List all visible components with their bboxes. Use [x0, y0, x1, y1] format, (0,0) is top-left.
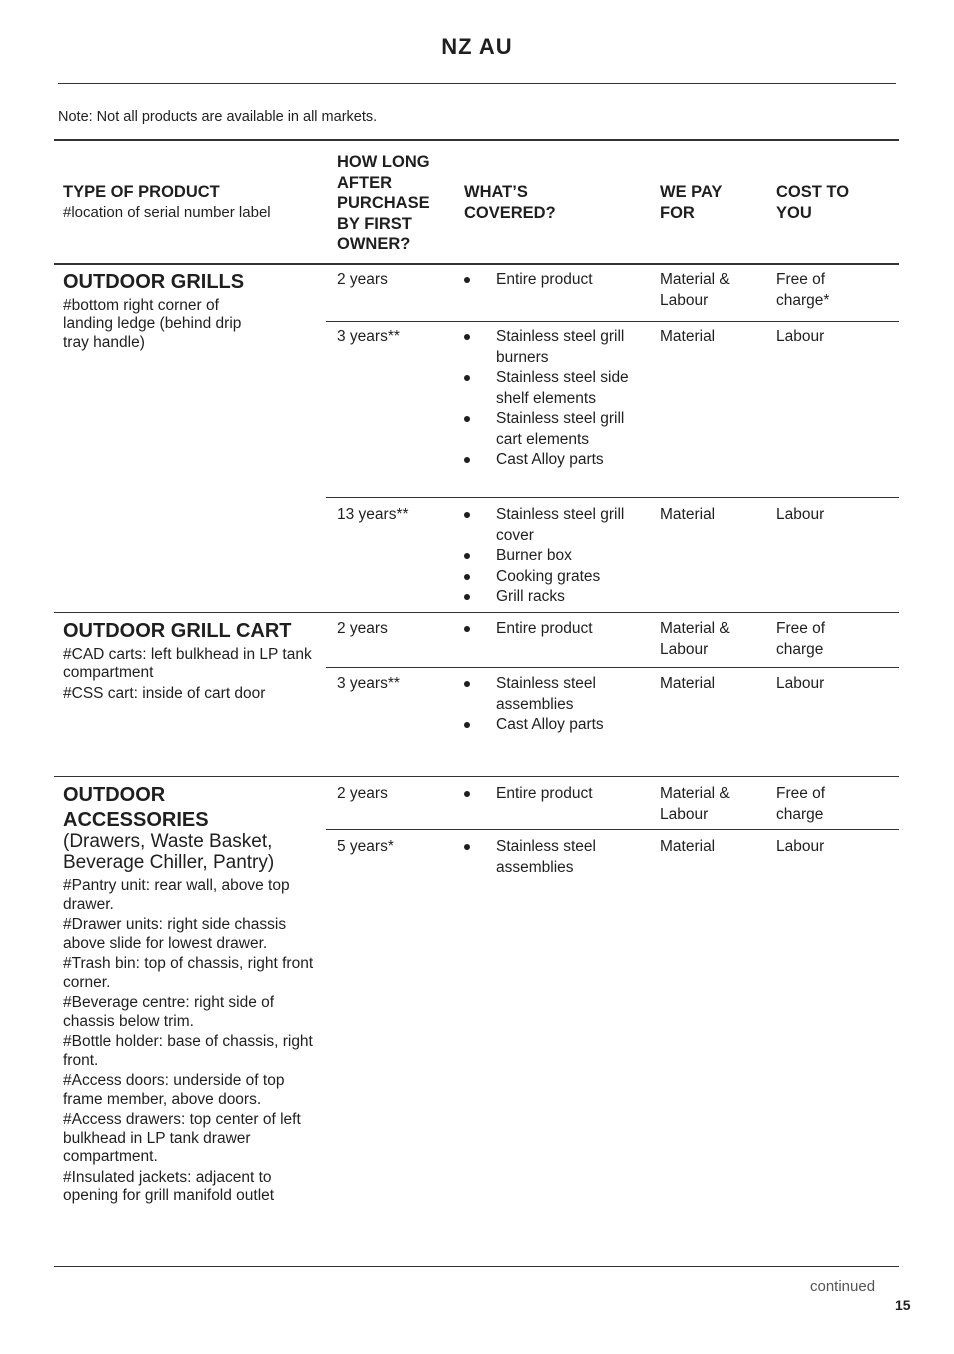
serial-location: #Access drawers: top center of left bulkhead in LP tank drawer compartment.: [63, 1111, 301, 1165]
serial-location: #Access doors: underside of top frame member, above doors.: [63, 1072, 285, 1108]
product-name: OUTDOOR ACCESSORIES: [63, 784, 209, 831]
column-header-cost-to-you: COST TO YOU: [776, 183, 850, 222]
we-pay-for: Material: [660, 328, 716, 345]
cost-to-you: Labour: [776, 506, 825, 523]
product-group-outdoor-accessories: [63, 783, 321, 1206]
page-number: 15: [895, 1297, 911, 1313]
covered-list: [462, 837, 652, 878]
covered-item: Entire product: [462, 619, 652, 640]
covered-item: Entire product: [462, 270, 652, 291]
covered-item: Cooking grates: [462, 567, 652, 588]
we-pay-for: Material & Labour: [660, 620, 730, 658]
warranty-period: 2 years: [337, 620, 388, 637]
column-header-type: [63, 182, 325, 222]
warranty-period: 5 years*: [337, 838, 394, 855]
covered-item: Grill racks: [462, 587, 652, 608]
cost-to-you: Labour: [776, 838, 825, 855]
covered-list: [462, 784, 652, 805]
warranty-period: 3 years**: [337, 675, 400, 692]
serial-location: #Bottle holder: base of chassis, right front.: [63, 1033, 313, 1069]
covered-item: Stainless steel assemblies: [462, 674, 652, 715]
header-serial-location: #location of serial number label: [63, 203, 271, 221]
product-name: OUTDOOR GRILL CART: [63, 620, 292, 642]
row-divider: [326, 667, 899, 668]
covered-item: Stainless steel grill cover: [462, 505, 652, 546]
table-bottom-border: [54, 1266, 899, 1267]
serial-location: #bottom right corner of landing ledge (behind drip tray handle): [63, 296, 242, 351]
serial-location: #Trash bin: top of chassis, right front corner.: [63, 955, 314, 991]
table-header-border: [54, 263, 899, 265]
serial-location: #CAD carts: left bulkhead in LP tank compartment: [63, 645, 312, 681]
covered-item: Entire product: [462, 784, 652, 805]
we-pay-for: Material & Labour: [660, 785, 730, 823]
warranty-period: 2 years: [337, 785, 388, 802]
covered-item: Burner box: [462, 546, 652, 567]
covered-list: [462, 619, 652, 640]
cost-to-you: Labour: [776, 328, 825, 345]
warranty-period: 3 years**: [337, 328, 400, 345]
product-name: OUTDOOR GRILLS: [63, 271, 245, 293]
group-divider: [54, 612, 899, 613]
covered-item: Cast Alloy parts: [462, 715, 652, 736]
product-group-outdoor-grill-cart: [63, 619, 325, 703]
row-divider: [326, 497, 899, 498]
continued-label: continued: [810, 1278, 876, 1295]
warranty-period: 2 years: [337, 271, 388, 288]
column-header-we-pay-for: WE PAY FOR: [660, 183, 723, 222]
product-group-outdoor-grills: [63, 270, 325, 352]
serial-location: #Drawer units: right side chassis above slide for lowest drawer.: [63, 916, 287, 952]
column-header-whats-covered: WHAT’S COVERED?: [464, 183, 556, 222]
covered-item: Cast Alloy parts: [462, 450, 652, 471]
covered-list: [462, 327, 652, 471]
we-pay-for: Material & Labour: [660, 271, 730, 309]
serial-location: #Pantry unit: rear wall, above top drawer.: [63, 877, 290, 913]
row-divider: [326, 829, 899, 830]
covered-list: [462, 505, 652, 608]
covered-item: Stainless steel grill cart elements: [462, 409, 652, 450]
we-pay-for: Material: [660, 506, 716, 523]
covered-list: [462, 674, 652, 736]
cost-to-you: Labour: [776, 675, 825, 692]
cost-to-you: Free of charge: [776, 785, 826, 823]
covered-item: Stainless steel assemblies: [462, 837, 652, 878]
we-pay-for: Material: [660, 675, 716, 692]
warranty-period: 13 years**: [337, 506, 409, 523]
table-top-border: [54, 139, 899, 141]
serial-location: #Insulated jackets: adjacent to opening for grill manifold outlet: [63, 1168, 275, 1204]
header-type-of-product: TYPE OF PRODUCT: [63, 183, 220, 201]
page-title: NZ AU: [441, 34, 513, 59]
product-subtypes: (Drawers, Waste Basket, Beverage Chiller, Pantry): [63, 831, 275, 873]
covered-list: [462, 270, 652, 291]
group-divider: [54, 776, 899, 777]
covered-item: Stainless steel grill burners: [462, 327, 652, 368]
availability-note: Note: Not all products are available in all markets.: [58, 109, 378, 125]
serial-location: #CSS cart: inside of cart door: [63, 684, 266, 702]
we-pay-for: Material: [660, 838, 716, 855]
serial-location: #Beverage centre: right side of chassis below trim.: [63, 994, 275, 1030]
covered-item: Stainless steel side shelf elements: [462, 368, 652, 409]
cost-to-you: Free of charge*: [776, 271, 830, 309]
row-divider: [326, 321, 899, 322]
column-header-how-long: HOW LONG AFTER PURCHASE BY FIRST OWNER?: [337, 153, 430, 253]
cost-to-you: Free of charge: [776, 620, 826, 658]
title-divider: [58, 83, 896, 84]
